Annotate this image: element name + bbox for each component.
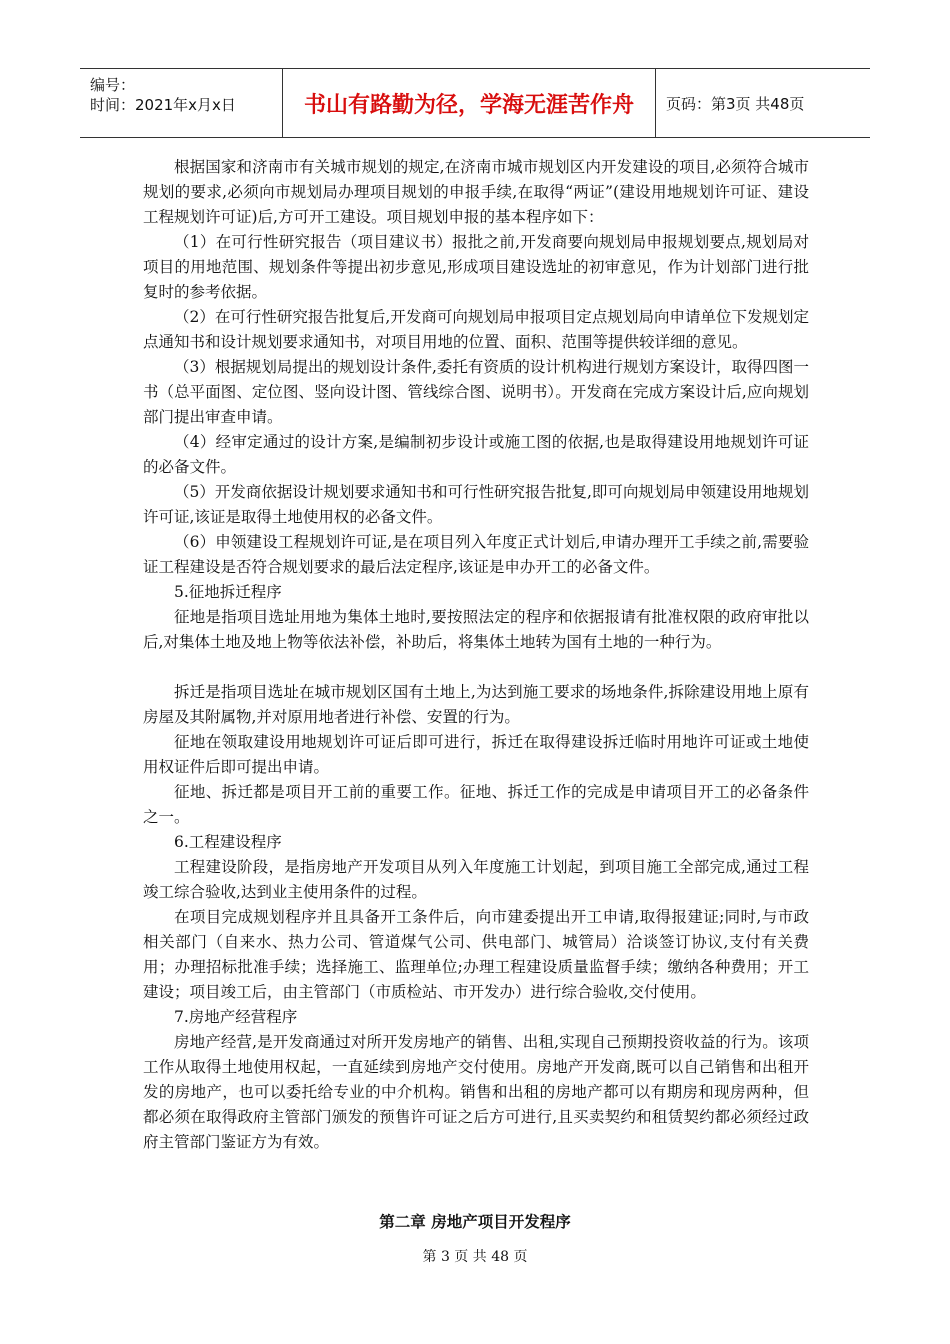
body-paragraph: （5）开发商依据设计规划要求通知书和可行性研究报告批复,即可向规划局申领建设用地规划许可证,该证是取得土地使用权的必备文件。 [143,483,809,526]
body-paragraph: 房地产经营,是开发商通过对所开发房地产的销售、出租,实现自己预期投资收益的行为。该项工作从取得土地使用权起，一直延续到房地产交付使用。房地产开发商,既可以自己销售和出租开发的房地产，也可以委托给专业的中介机构。销售和出租的房地产都可以有期房和现房两种，但都必须在取得政府主管部门颁发的预售许可证之后方可进行,且买卖契约和租赁契约都必须经过政府主管部门鉴证方为有效。 [143,1033,809,1151]
body-paragraph: （3）根据规划局提出的规划设计条件,委托有资质的设计机构进行规划方案设计，取得四图一书（总平面图、定位图、竖向设计图、管线综合图、说明书）。开发商在完成方案设计后,应向规划部门提出审查申请。 [143,358,809,426]
section-heading: 6.工程建设程序 [174,833,282,851]
page-footer: 第 3 页 共 48 页 [422,1249,528,1265]
body-paragraph: 拆迁是指项目选址在城市规划区国有土地上,为达到施工要求的场地条件,拆除建设用地上原有房屋及其附属物,并对原用地者进行补偿、安置的行为。 [143,683,809,726]
document-number-label: 编号： [90,76,136,94]
document-body [143,155,809,1155]
body-paragraph: （4）经审定通过的设计方案,是编制初步设计或施工图的依据,也是取得建设用地规划许可证的必备文件。 [143,433,809,476]
body-paragraph: 征地是指项目选址用地为集体土地时,要按照法定的程序和依据报请有批准权限的政府审批以后,对集体土地及地上物等依法补偿，补助后，将集体土地转为国有土地的一种行为。 [143,608,809,651]
body-paragraph: 征地在领取建设用地规划许可证后即可进行，拆迁在取得建设拆迁临时用地许可证或土地使用权证件后即可提出申请。 [143,733,809,776]
header-info-cell [80,69,283,137]
header-page-info: 页码：第3页 共48页 [666,94,805,113]
body-paragraph: （1）在可行性研究报告（项目建议书）报批之前,开发商要向规划局申报规划要点,规划局对项目的用地范围、规划条件等提出初步意见,形成项目建设选址的初审意见，作为计划部门进行批复时的参考依据。 [143,233,809,301]
section-heading: 5.征地拆迁程序 [174,583,282,601]
body-paragraph: （6）申领建设工程规划许可证,是在项目列入年度正式计划后,申请办理开工手续之前,需要验证工程建设是否符合规划要求的最后法定程序,该证是申办开工的必备文件。 [143,533,809,576]
header-motto: 书山有路勤为径，学海无涯苦作舟 [283,69,656,137]
body-paragraph: 在项目完成规划程序并且具备开工条件后，向市建委提出开工申请,取得报建证;同时,与市政相关部门（自来水、热力公司、管道煤气公司、供电部门、城管局）洽谈签订协议,支付有关费用；办理招标批准手续；选择施工、监理单位;办理工程建设质量监督手续；缴纳各种费用；开工建设；项目竣工后，由主管部门（市质检站、市开发办）进行综合验收,交付使用。 [143,908,809,1001]
body-paragraph: 工程建设阶段，是指房地产开发项目从列入年度施工计划起，到项目施工全部完成,通过工程竣工综合验收,达到业主使用条件的过程。 [143,858,809,901]
paragraph-spacer [143,655,809,680]
body-paragraph: 根据国家和济南市有关城市规划的规定,在济南市城市规划区内开发建设的项目,必须符合城市规划的要求,必须向市规划局办理项目规划的申报手续,在取得“两证”(建设用地规划许可证、建设工程规划许可证)后,方可开工建设。项目规划申报的基本程序如下： [143,158,809,226]
section-heading: 7.房地产经营程序 [174,1008,298,1026]
body-paragraph: （2）在可行性研究报告批复后,开发商可向规划局申报项目定点规划局向申请单位下发规划定点通知书和设计规划要求通知书，对项目用地的位置、面积、范围等提供较详细的意见。 [143,308,809,351]
date-line: 时间：2021年x月x日 [90,96,236,114]
body-paragraph: 征地、拆迁都是项目开工前的重要工作。征地、拆迁工作的完成是申请项目开工的必备条件之一。 [143,783,809,826]
chapter-title: 第二章 房地产项目开发程序 [379,1213,571,1231]
page-header [80,68,870,138]
